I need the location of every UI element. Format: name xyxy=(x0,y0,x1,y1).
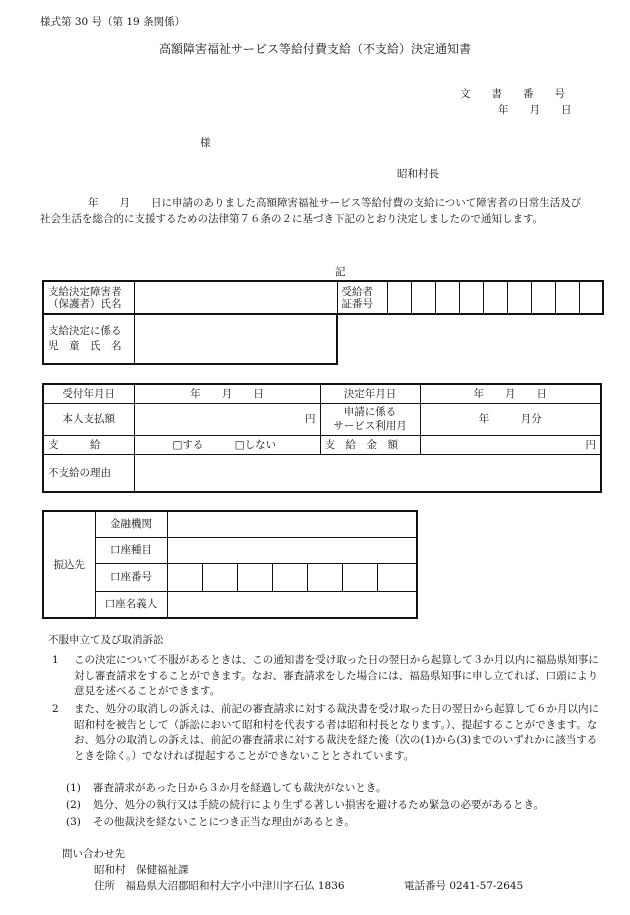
recipient-number-digit[interactable] xyxy=(459,281,483,314)
addressee-suffix: 様 xyxy=(200,137,211,149)
decision-date-label: 決定年月日 xyxy=(320,384,420,403)
appeal-paragraph-2: また、処分の取消しの訴えは、前記の審査請求に対する裁決書を受け取った日の翌日から起算して６か月以内に昭和村を被告として（訴訟において昭和村を代表する者は昭和村長となります。）、提起することができます。なお、処分の取消しの訴えは、前記の審査請求に対する裁決を経た後（次の(1)から(3)までのいずれかに該当するときを除く。）でなければ提起することができないこととされています。 xyxy=(74,703,599,762)
yen-unit: 円 xyxy=(585,438,596,451)
recipient-number-digit[interactable] xyxy=(435,281,459,314)
bank-label: 金融機関 xyxy=(95,511,167,537)
payment-choice xyxy=(134,435,320,454)
contact-phone: 電話番号 0241-57-2645 xyxy=(404,880,524,892)
appeal-subitem-number: (3) xyxy=(66,816,81,828)
account-number-digit[interactable] xyxy=(237,563,272,591)
recipient-name-field[interactable] xyxy=(134,281,337,314)
bank-field[interactable] xyxy=(167,511,417,537)
recipient-table xyxy=(42,280,604,315)
child-name-label: 支給決定に係る 児 童 氏 名 xyxy=(43,314,134,364)
recipient-number-digit[interactable] xyxy=(555,281,579,314)
recipient-number-digit[interactable] xyxy=(531,281,555,314)
recipient-number-digit[interactable] xyxy=(507,281,531,314)
account-number-digit[interactable] xyxy=(272,563,307,591)
account-type-label: 口座種目 xyxy=(95,537,167,563)
account-number-digit[interactable] xyxy=(342,563,377,591)
account-number-digit[interactable] xyxy=(202,563,237,591)
payment-amount-label: 支 給 金 額 xyxy=(320,435,420,454)
received-date-field[interactable]: 年 月 日 xyxy=(134,384,320,403)
service-month-label: 申請に係る サービス利用月 xyxy=(320,403,420,435)
sender: 昭和村長 xyxy=(397,168,439,180)
reason-label: 不支給の理由 xyxy=(43,454,134,492)
bank-table xyxy=(42,510,418,619)
recipient-number-digit[interactable] xyxy=(483,281,507,314)
appeal-subitem-text: 審査請求があった日から３か月を経過しても裁決がないとき。 xyxy=(93,782,387,794)
account-type-field[interactable] xyxy=(167,537,417,563)
payment-label: 支 給 xyxy=(43,435,134,454)
yen-unit: 円 xyxy=(305,413,316,425)
contact-address: 住所 福島県大沼郡昭和村大字小中津川字石仏 1836 xyxy=(94,880,345,892)
contact-office: 昭和村 保健福祉課 xyxy=(94,864,189,876)
appeal-subitem-text: 処分、処分の執行又は手続の続行により生ずる著しい損害を避けるため緊急の必要があるとき。 xyxy=(93,799,545,811)
appeal-subitem-number: (1) xyxy=(66,782,81,794)
document-title: 高額障害福祉サービス等給付費支給（不支給）決定通知書 xyxy=(158,42,471,56)
self-pay-field[interactable] xyxy=(134,403,320,435)
recipient-name-label: 支給決定障害者 （保護者）氏名 xyxy=(43,281,134,314)
decision-date-field[interactable]: 年 月 日 xyxy=(420,384,601,403)
service-month-field[interactable]: 年 月分 xyxy=(420,403,601,435)
child-name-field[interactable] xyxy=(134,314,337,364)
recipient-number-digit[interactable] xyxy=(387,281,411,314)
recipient-number-digit[interactable] xyxy=(411,281,435,314)
payment-no-checkbox[interactable]: □しない xyxy=(234,438,277,451)
account-holder-field[interactable] xyxy=(167,591,417,618)
transfer-label: 振込先 xyxy=(43,511,95,618)
received-date-label: 受付年月日 xyxy=(43,384,134,403)
child-table xyxy=(42,313,338,365)
appeal-subitem-number: (2) xyxy=(66,799,81,811)
appeal-paragraph-1: この決定について不服があるときは、この通知書を受け取った日の翌日から起算して３か月以内に福島県知事に対し審査請求をすることができます。なお、審査請求をした場合には、福島県知事に申し立てれば、口頭により意見を述べることができます。 xyxy=(74,654,599,697)
reason-field[interactable] xyxy=(134,454,601,492)
decision-table xyxy=(42,383,602,493)
appeal-item-number: 2 xyxy=(52,703,59,715)
ki-mark: 記 xyxy=(335,266,346,278)
account-number-digit[interactable] xyxy=(377,563,417,591)
form-number: 様式第 30 号（第 19 条関係） xyxy=(40,16,186,28)
intro-paragraph: 年 月 日に申請のありました高額障害福祉サービス等給付費の支給について障害者の日常生活及び社会生活を総合的に支援するための法律第７６条の２に基づき下記のとおり決定しましたので通知します。 xyxy=(40,197,582,225)
self-pay-label: 本人支払額 xyxy=(43,403,134,435)
appeal-subitem-text: その他裁決を経ないことにつき正当な理由があるとき。 xyxy=(93,816,355,828)
account-holder-label: 口座名義人 xyxy=(95,591,167,618)
account-number-label: 口座番号 xyxy=(95,563,167,591)
document-number-label: 文 書 番 号 xyxy=(460,88,565,100)
account-number-digit[interactable] xyxy=(167,563,202,591)
recipient-number-label: 受給者 証番号 xyxy=(337,281,387,314)
account-number-digit[interactable] xyxy=(307,563,342,591)
appeal-heading: 不服申立て及び取消訴訟 xyxy=(48,634,164,646)
payment-amount-field[interactable] xyxy=(420,435,601,454)
appeal-item-number: 1 xyxy=(52,654,59,666)
contact-heading: 問い合わせ先 xyxy=(62,848,125,860)
recipient-number-digit[interactable] xyxy=(579,281,603,314)
payment-yes-checkbox[interactable]: □する xyxy=(172,438,204,451)
document-date-label: 年 月 日 xyxy=(498,104,572,116)
